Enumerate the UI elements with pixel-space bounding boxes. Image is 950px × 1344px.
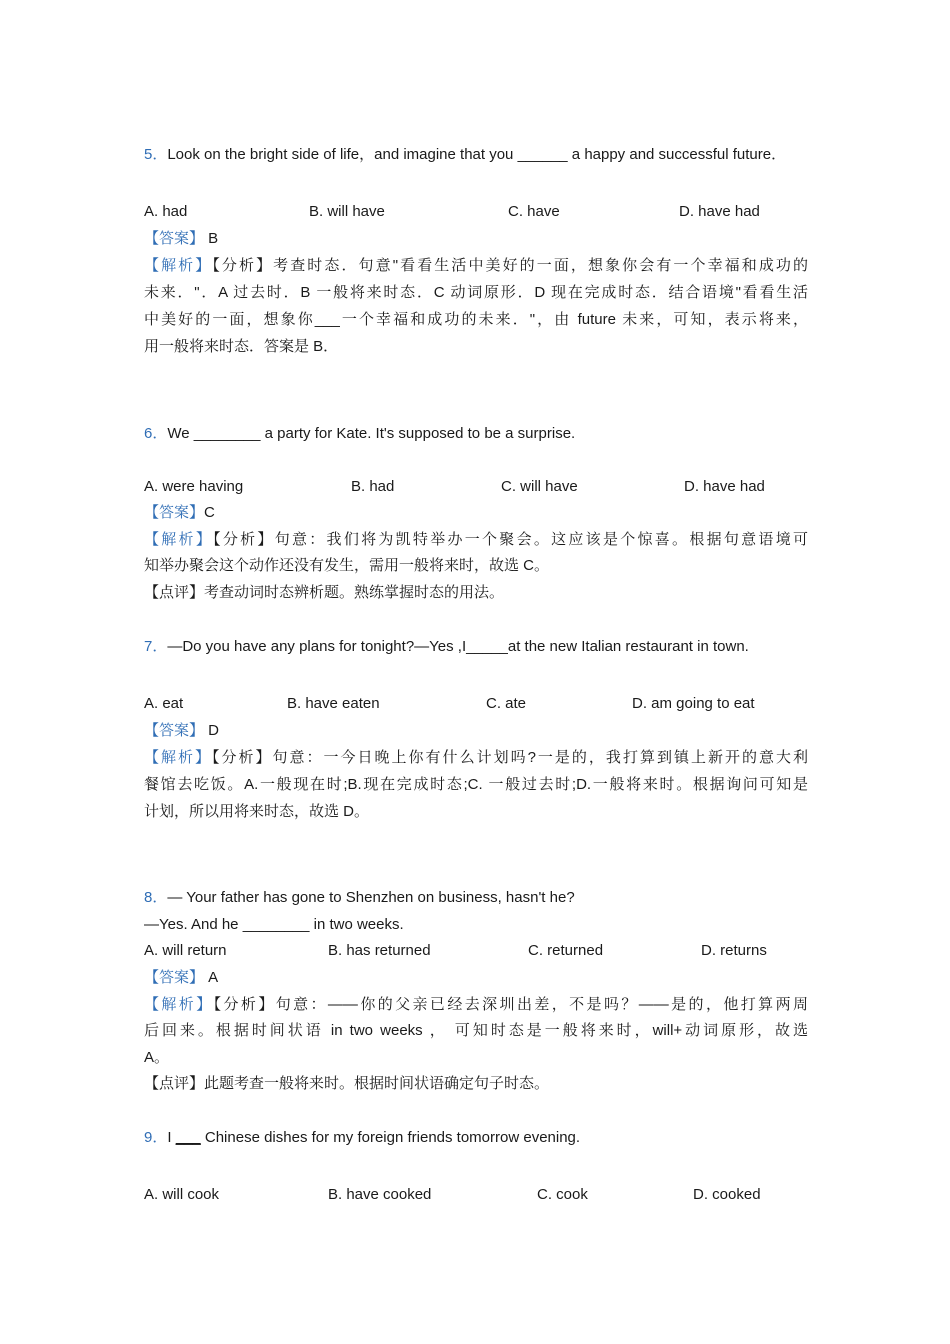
question-number: 9． [144,1129,168,1146]
question-7-analysis-line: 【解析】【分析】句意：一今日晚上你有什么计划吗?一是的，我打算到镇上新开的意大利 [144,749,808,766]
question-6-options [144,477,808,497]
question-9-options [144,1185,808,1205]
question-8-analysis-line: 【解析】【分析】句意：——你的父亲已经去深圳出差，不是吗？——是的，他打算两周 [144,996,808,1013]
option-d: D. am going to eat [632,695,755,712]
analysis-label: 【解析】 [144,996,214,1013]
question-7-answer [144,721,808,741]
question-8-options [144,941,808,961]
option-c: C. have [508,203,560,220]
question-5-stem: 5．Look on the bright side of life，and imagine that you ______ a happy and successful future． [144,146,787,163]
option-d: D. have had [684,478,765,495]
question-8-stem: 8．— Your father has gone to Shenzhen on business, hasn't he? [144,889,575,906]
option-b: B. have cooked [328,1186,432,1203]
option-b: B. will have [309,203,385,220]
question-5-options [144,202,808,222]
question-5-analysis-line: 【解析】【分析】考查时态．句意"看看生活中美好的一面，想象你会有一个幸福和成功的 [144,257,808,274]
option-b: B. have eaten [287,695,380,712]
option-c: C. ate [486,695,527,712]
answer-value: D [204,722,220,739]
analysis-label: 【解析】 [144,257,213,274]
analysis-label: 【解析】 [144,531,214,548]
question-8-analysis-line: A。 [144,1049,170,1066]
question-6-answer [144,503,808,523]
question-7-analysis-line: 计划，所以用将来时态，故选 D。 [144,803,370,820]
answer-label: 【答案】 [144,504,205,521]
question-6-stem: 6．We ________ a party for Kate. It's supposed to be a surprise. [144,425,576,442]
question-8-answer [144,968,808,988]
answer-value: C [204,504,215,521]
option-c: C. returned [528,942,604,959]
option-b: B. has returned [328,942,431,959]
option-d: D. returns [701,942,767,959]
question-8-stem-line-2: —Yes. And he ________ in two weeks. [144,916,404,933]
question-number: 8． [144,889,168,906]
question-7-stem: 7．—Do you have any plans for tonight?—Yes ,I_____at the new Italian restaurant in town. [144,638,749,655]
option-a: A. eat [144,695,184,712]
question-7-options [144,694,808,714]
analysis-label: 【解析】 [144,749,213,766]
question-6-comment: 【点评】考查动词时态辨析题。熟练掌握时态的用法。 [144,584,505,601]
answer-label: 【答案】 [144,722,205,739]
answer-value: B [204,230,219,247]
option-a: A. were having [144,478,244,495]
option-d: D. have had [679,203,760,220]
question-number: 6． [144,425,168,442]
option-a: A. had [144,203,188,220]
question-5-analysis-line: 中美好的一面，想象你___一个幸福和成功的未来．"，由 future 未来，可知，表示将来， [144,311,808,328]
option-d: D. cooked [693,1186,761,1203]
question-6-analysis-line: 【解析】【分析】句意：我们将为凯特举办一个聚会。这应该是个惊喜。根据句意语境可 [144,531,808,548]
question-8-comment: 【点评】此题考查一般将来时。根据时间状语确定句子时态。 [144,1075,550,1092]
answer-label: 【答案】 [144,230,205,247]
question-5-answer [144,229,808,249]
option-a: A. will cook [144,1186,220,1203]
option-c: C. will have [501,478,578,495]
question-7-analysis-line: 餐馆去吃饭。A.一般现在时;B.现在完成时态;C. 一般过去时;D.一般将来时。根据询问可知是 [144,776,808,793]
question-9-stem: 9．I ___ Chinese dishes for my foreign friends tomorrow evening. [144,1129,581,1146]
question-8-analysis-line: 后回来。根据时间状语 in two weeks ， 可知时态是一般将来时，will+动词原形，故选 [144,1022,808,1039]
question-number: 5． [144,146,168,163]
option-c: C. cook [537,1186,588,1203]
option-b: B. had [351,478,395,495]
answer-label: 【答案】 [144,969,205,986]
question-number: 7． [144,638,168,655]
question-5-analysis-line: 用一般将来时态．答案是 B． [144,338,339,355]
question-6-analysis-line: 知举办聚会这个动作还没有发生，需用一般将来时，故选 C。 [144,557,550,574]
option-a: A. will return [144,942,227,959]
question-5-analysis-line: 未来．"．A 过去时．B 一般将来时态．C 动词原形．D 现在完成时态．结合语境"看看生活 [144,284,808,301]
answer-value: A [204,969,219,986]
